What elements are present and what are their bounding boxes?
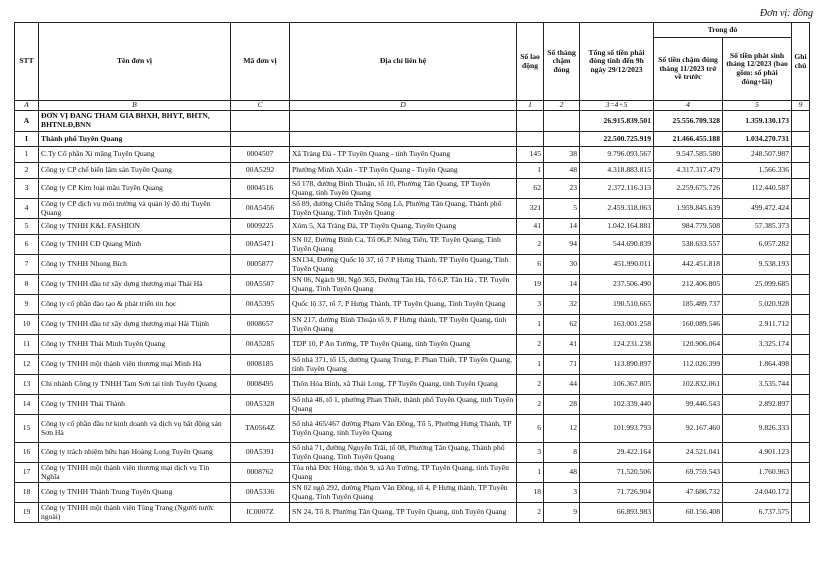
row-address: SN 24, Tổ 8, Phường Tân Quang, TP Tuyên Quang, tỉnh Tuyên Quang [290, 503, 517, 523]
row-company-name: Công ty TNHH một thành viên thương mại dịch vụ Tín Nghĩa [39, 463, 231, 483]
row-arising: 112.440.587 [723, 179, 792, 199]
row-company-name: Công ty trách nhiệm hữu hạn Hoàng Long Tuyên Quang [39, 443, 231, 463]
row-stt: 2 [15, 163, 39, 179]
table-row [15, 503, 810, 523]
row-total-due: 66.893.983 [580, 503, 654, 523]
row-note [792, 255, 810, 275]
row-months-late: 8 [544, 443, 580, 463]
row-workers: 18 [517, 483, 544, 503]
row-note [792, 219, 810, 235]
group-i-name: Thành phố Tuyên Quang [39, 132, 231, 147]
row-total-due: 2.459.318.063 [580, 199, 654, 219]
row-note [792, 199, 810, 219]
header-arising: Số tiền phát sinh tháng 12/2023 (bao gồm: số phải đóng+lãi) [723, 38, 792, 101]
row-unit-code: 0009225 [231, 219, 290, 235]
row-arising: 4.901.123 [723, 443, 792, 463]
row-total-due: 190.510.665 [580, 295, 654, 315]
row-company-name: Công ty TNHH đầu tư xây dựng thương mại Thái Hà [39, 275, 231, 295]
row-late-before: 9.547.585.580 [654, 147, 723, 163]
row-late-before: 102.832.061 [654, 375, 723, 395]
row-stt: 8 [15, 275, 39, 295]
row-months-late: 28 [544, 395, 580, 415]
row-company-name: Công ty CP chế biến lâm sản Tuyên Quang [39, 163, 231, 179]
row-unit-code: 0008762 [231, 463, 290, 483]
row-months-late: 30 [544, 255, 580, 275]
row-address: Số nhà 48, tổ 1, phường Phan Thiết, thành phố Tuyên Quang, tỉnh Tuyên Quang [290, 395, 517, 415]
row-stt: 16 [15, 443, 39, 463]
row-unit-code: 00A5395 [231, 295, 290, 315]
row-note [792, 355, 810, 375]
table-row [15, 163, 810, 179]
row-total-due: 451.990.011 [580, 255, 654, 275]
row-unit-code: 00A5328 [231, 395, 290, 415]
header-note: Ghi chú [792, 23, 810, 101]
row-address: Số 178, đường Bình Thuận, tổ 10, Phường Tân Quang, TP Tuyên Quang, tỉnh Tuyên Quang [290, 179, 517, 199]
row-total-due: 29.422.164 [580, 443, 654, 463]
row-address: SN 06, Ngách 98, Ngõ 365, Đường Tân Hà, Tổ 6,P. Tân Hà , TP. Tuyên Quang, Tỉnh Tuyên Quang [290, 275, 517, 295]
row-stt: 17 [15, 463, 39, 483]
row-note [792, 463, 810, 483]
row-stt: 6 [15, 235, 39, 255]
row-address: Số nhà 71, đường Nguyễn Trãi, tổ 08, Phường Tân Quang, Thành phố Tuyên Quang, Tỉnh Tuyên Quang [290, 443, 517, 463]
table-row [15, 335, 810, 355]
group-a-total: 26.915.839.501 [580, 111, 654, 132]
row-late-before: 442.451.818 [654, 255, 723, 275]
group-a-stt: A [15, 111, 39, 132]
row-stt: 13 [15, 375, 39, 395]
row-late-before: 92.167.460 [654, 415, 723, 443]
col-code: D [290, 101, 517, 111]
row-workers: 3 [517, 443, 544, 463]
table-row [15, 219, 810, 235]
row-arising: 6.737.575 [723, 503, 792, 523]
col-code: 2 [544, 101, 580, 111]
row-late-before: 69.759.543 [654, 463, 723, 483]
row-months-late: 94 [544, 235, 580, 255]
row-late-before: 984.779.508 [654, 219, 723, 235]
row-company-name: Công ty TNHH Thái Minh Tuyên Quang [39, 335, 231, 355]
row-unit-code: TA0564Z [231, 415, 290, 443]
row-arising: 24.040.172 [723, 483, 792, 503]
row-address: Thôn Hòa Bình, xã Thái Long, TP Tuyên Quang, tỉnh Tuyên Quang [290, 375, 517, 395]
header-total: Tổng số tiền phải đóng tính đến 9h ngày 29/12/2023 [580, 23, 654, 101]
row-late-before: 99.446.543 [654, 395, 723, 415]
row-unit-code: 0008495 [231, 375, 290, 395]
row-late-before: 2.259.675.726 [654, 179, 723, 199]
table-row [15, 235, 810, 255]
row-address: Số 89, đường Chiến Thắng Sông Lô, Phường Tân Quang, Thành phố Tuyên Quang, Tỉnh Tuyên Quang [290, 199, 517, 219]
row-total-due: 9.796.093.567 [580, 147, 654, 163]
row-note [792, 375, 810, 395]
col-code: B [39, 101, 231, 111]
row-late-before: 4.317.317.479 [654, 163, 723, 179]
row-total-due: 71.726.904 [580, 483, 654, 503]
row-arising: 3.325.174 [723, 335, 792, 355]
row-note [792, 235, 810, 255]
row-note [792, 335, 810, 355]
row-months-late: 41 [544, 335, 580, 355]
row-note [792, 315, 810, 335]
row-workers: 1 [517, 463, 544, 483]
row-company-name: Công ty CP Kim loại mầu Tuyên Quang [39, 179, 231, 199]
group-i-stt: I [15, 132, 39, 147]
col-code: 5 [723, 101, 792, 111]
row-arising: 1.566.336 [723, 163, 792, 179]
row-workers: 19 [517, 275, 544, 295]
row-total-due: 1.042.164.881 [580, 219, 654, 235]
row-note [792, 147, 810, 163]
row-months-late: 48 [544, 163, 580, 179]
row-company-name: Công ty TNHH CĐ Quang Minh [39, 235, 231, 255]
row-total-due: 113.890.897 [580, 355, 654, 375]
row-late-before: 160.089.546 [654, 315, 723, 335]
table-header [15, 23, 810, 101]
row-workers: 1 [517, 163, 544, 179]
row-note [792, 295, 810, 315]
row-stt: 4 [15, 199, 39, 219]
column-code-row [15, 101, 810, 111]
row-total-due: 544.690.839 [580, 235, 654, 255]
row-late-before: 47.686.732 [654, 483, 723, 503]
row-arising: 1.760.963 [723, 463, 792, 483]
row-company-name: Công ty TNHH Thái Thành [39, 395, 231, 415]
row-arising: 57.385.373 [723, 219, 792, 235]
row-total-due: 106.367.805 [580, 375, 654, 395]
row-late-before: 24.521.041 [654, 443, 723, 463]
row-unit-code: IC0007Z [231, 503, 290, 523]
row-arising: 9.826.333 [723, 415, 792, 443]
header-name: Tên đơn vị [39, 23, 231, 101]
row-company-name: Công ty cổ phần đào tạo & phát triển tin học [39, 295, 231, 315]
row-workers: 6 [517, 415, 544, 443]
row-total-due: 4.318.883.815 [580, 163, 654, 179]
row-stt: 14 [15, 395, 39, 415]
row-workers: 2 [517, 335, 544, 355]
row-address: TDP 10, P An Tường, TP Tuyên Quang, tỉnh Tuyên Quang [290, 335, 517, 355]
header-address: Địa chỉ liên hệ [290, 23, 517, 101]
row-workers: 41 [517, 219, 544, 235]
group-i-row [15, 132, 810, 147]
row-workers: 2 [517, 375, 544, 395]
row-unit-code: 00A5507 [231, 275, 290, 295]
header-late-before: Số tiền chậm đóng tháng 11/2023 trở về trước [654, 38, 723, 101]
group-i-total: 22.500.725.919 [580, 132, 654, 147]
row-company-name: Chi nhánh Công ty TNHH Tam Sơn tại tỉnh Tuyên Quang [39, 375, 231, 395]
col-code: 4 [654, 101, 723, 111]
group-a-row [15, 111, 810, 132]
row-note [792, 415, 810, 443]
row-late-before: 1.959.845.639 [654, 199, 723, 219]
row-workers: 145 [517, 147, 544, 163]
group-i-arising: 1.034.270.731 [723, 132, 792, 147]
row-months-late: 62 [544, 315, 580, 335]
row-total-due: 2.372.116.313 [580, 179, 654, 199]
row-arising: 5.020.928 [723, 295, 792, 315]
row-address: Số nhà 465/467 đường Phạm Văn Đồng, Tổ 5, Phường Hưng Thành, TP Tuyên Quang, tỉnh Tuyên Quang [290, 415, 517, 443]
row-arising: 2.892.897 [723, 395, 792, 415]
table-row [15, 355, 810, 375]
row-workers: 1 [517, 355, 544, 375]
row-stt: 18 [15, 483, 39, 503]
row-unit-code: 00A5456 [231, 199, 290, 219]
row-months-late: 71 [544, 355, 580, 375]
row-workers: 321 [517, 199, 544, 219]
row-arising: 25.099.685 [723, 275, 792, 295]
row-months-late: 14 [544, 219, 580, 235]
row-address: Xóm 5, Xã Tràng Đà, TP Tuyên Quang, Tuyên Quang [290, 219, 517, 235]
row-late-before: 212.406.805 [654, 275, 723, 295]
row-late-before: 185.489.737 [654, 295, 723, 315]
row-late-before: 60.156.408 [654, 503, 723, 523]
row-months-late: 44 [544, 375, 580, 395]
row-note [792, 163, 810, 179]
row-address: Quốc lộ 37, tổ 7, P Hưng Thành, TP Tuyên Quang, Tỉnh Tuyên Quang [290, 295, 517, 315]
row-company-name: Công ty TNHH Thành Trung Tuyên Quang [39, 483, 231, 503]
row-arising: 9.538.193 [723, 255, 792, 275]
row-stt: 5 [15, 219, 39, 235]
row-total-due: 102.339.440 [580, 395, 654, 415]
row-workers: 3 [517, 295, 544, 315]
row-total-due: 237.506.490 [580, 275, 654, 295]
row-workers: 2 [517, 395, 544, 415]
row-late-before: 120.906.064 [654, 335, 723, 355]
row-address: Phường Minh Xuân - TP Tuyên Quang - Tuyên Quang [290, 163, 517, 179]
row-unit-code: 0008185 [231, 355, 290, 375]
col-code: 1 [517, 101, 544, 111]
row-unit-code: 0008657 [231, 315, 290, 335]
row-months-late: 5 [544, 199, 580, 219]
header-workers: Số lao động [517, 23, 544, 101]
table-row [15, 483, 810, 503]
row-note [792, 443, 810, 463]
group-a-arising: 1.359.130.173 [723, 111, 792, 132]
col-code: 9 [792, 101, 810, 111]
group-a-name: ĐƠN VỊ ĐANG THAM GIA BHXH, BHYT, BHTN, BHTNLĐ,BNN [39, 111, 231, 132]
row-unit-code: 00A5292 [231, 163, 290, 179]
row-stt: 9 [15, 295, 39, 315]
table-row [15, 463, 810, 483]
row-months-late: 9 [544, 503, 580, 523]
row-stt: 15 [15, 415, 39, 443]
table-row [15, 255, 810, 275]
table-row [15, 415, 810, 443]
row-total-due: 124.231.238 [580, 335, 654, 355]
header-group: Trong đó [654, 23, 792, 38]
row-workers: 2 [517, 235, 544, 255]
row-months-late: 23 [544, 179, 580, 199]
header-stt: STT [15, 23, 39, 101]
row-unit-code: 0004516 [231, 179, 290, 199]
col-code: C [231, 101, 290, 111]
row-late-before: 112.026.399 [654, 355, 723, 375]
row-note [792, 395, 810, 415]
row-months-late: 12 [544, 415, 580, 443]
row-total-due: 101.993.793 [580, 415, 654, 443]
row-address: Xã Tràng Đà - TP Tuyên Quang - tỉnh Tuyên Quang [290, 147, 517, 163]
row-address: Tòa nhà Đức Hùng, thôn 9, xã An Tường, TP Tuyên Quang, tỉnh Tuyên Quang [290, 463, 517, 483]
row-months-late: 3 [544, 483, 580, 503]
table-row [15, 395, 810, 415]
row-stt: 1 [15, 147, 39, 163]
row-company-name: Công ty cổ phần đầu tư kinh doanh và dịch vụ bất động sản Sơn Hà [39, 415, 231, 443]
row-stt: 11 [15, 335, 39, 355]
row-workers: 62 [517, 179, 544, 199]
col-code: A [15, 101, 39, 111]
row-total-due: 163.001.258 [580, 315, 654, 335]
row-total-due: 71.520.506 [580, 463, 654, 483]
row-arising: 1.864.498 [723, 355, 792, 375]
row-company-name: Công ty TNHH K&L FASHION [39, 219, 231, 235]
row-arising: 499.472.424 [723, 199, 792, 219]
row-months-late: 38 [544, 147, 580, 163]
unit-label: Đơn vị: đồng [759, 8, 813, 19]
row-note [792, 503, 810, 523]
row-address: SN 02, Đường Bình Ca, Tổ 06,P. Nông Tiến, TP. Tuyên Quang, Tỉnh Tuyên Quang [290, 235, 517, 255]
row-unit-code: 0004507 [231, 147, 290, 163]
row-company-name: Công ty TNHH một thành viên Tùng Trang (Người nước ngoài) [39, 503, 231, 523]
row-stt: 3 [15, 179, 39, 199]
row-unit-code: 00A5285 [231, 335, 290, 355]
row-arising: 3.535.744 [723, 375, 792, 395]
row-company-name: Công ty CP dịch vụ môi trường và quản lý đô thị Tuyên Quang [39, 199, 231, 219]
row-stt: 7 [15, 255, 39, 275]
table-row [15, 179, 810, 199]
table-row [15, 275, 810, 295]
row-note [792, 483, 810, 503]
row-unit-code: 00A5391 [231, 443, 290, 463]
row-workers: 2 [517, 503, 544, 523]
table-row [15, 295, 810, 315]
table-row [15, 443, 810, 463]
table-row [15, 375, 810, 395]
row-address: SN134, Đường Quốc lộ 37, tổ 7 P Hưng Thành, TP Tuyên Quang, Tỉnh Tuyên Quang [290, 255, 517, 275]
table-row [15, 147, 810, 163]
row-workers: 6 [517, 255, 544, 275]
row-months-late: 32 [544, 295, 580, 315]
row-stt: 10 [15, 315, 39, 335]
table-row [15, 315, 810, 335]
header-code: Mã đơn vị [231, 23, 290, 101]
table-row [15, 199, 810, 219]
row-note [792, 275, 810, 295]
row-note [792, 179, 810, 199]
row-unit-code: 00A5471 [231, 235, 290, 255]
row-unit-code: 00A5336 [231, 483, 290, 503]
row-company-name: Công ty TNHH Nhung Bích [39, 255, 231, 275]
row-company-name: Công ty TNHH đầu tư xây dựng thương mại Hải Thịnh [39, 315, 231, 335]
col-code: 3=4+5 [580, 101, 654, 111]
row-late-before: 538.633.557 [654, 235, 723, 255]
row-company-name: C.Ty Cổ phần Xi măng Tuyên Quang [39, 147, 231, 163]
row-address: Số nhà 371, tổ 15, đường Quang Trung, P. Phan Thiết, TP Tuyên Quang, tỉnh Tuyên Quang [290, 355, 517, 375]
row-workers: 1 [517, 315, 544, 335]
header-months: Số tháng chậm đóng [544, 23, 580, 101]
group-a-late: 25.556.709.328 [654, 111, 723, 132]
debt-report-table [14, 22, 810, 523]
row-arising: 6.057.282 [723, 235, 792, 255]
row-arising: 2.911.712 [723, 315, 792, 335]
row-address: SN 217, đường Bình Thuận tổ 9, P Hưng thành, TP Tuyên Quang, tỉnh Tuyên Quang [290, 315, 517, 335]
row-address: SN 02 ngõ 292, đường Phạm Văn Đồng, tổ 4, P Hưng thành, TP Tuyên Quang, Tỉnh Tuyên Quang [290, 483, 517, 503]
row-months-late: 48 [544, 463, 580, 483]
row-months-late: 14 [544, 275, 580, 295]
row-unit-code: 0005877 [231, 255, 290, 275]
group-i-late: 21.466.455.188 [654, 132, 723, 147]
row-stt: 19 [15, 503, 39, 523]
row-stt: 12 [15, 355, 39, 375]
row-arising: 248.507.987 [723, 147, 792, 163]
row-company-name: Công ty TNHH một thành viên thương mại Minh Hà [39, 355, 231, 375]
